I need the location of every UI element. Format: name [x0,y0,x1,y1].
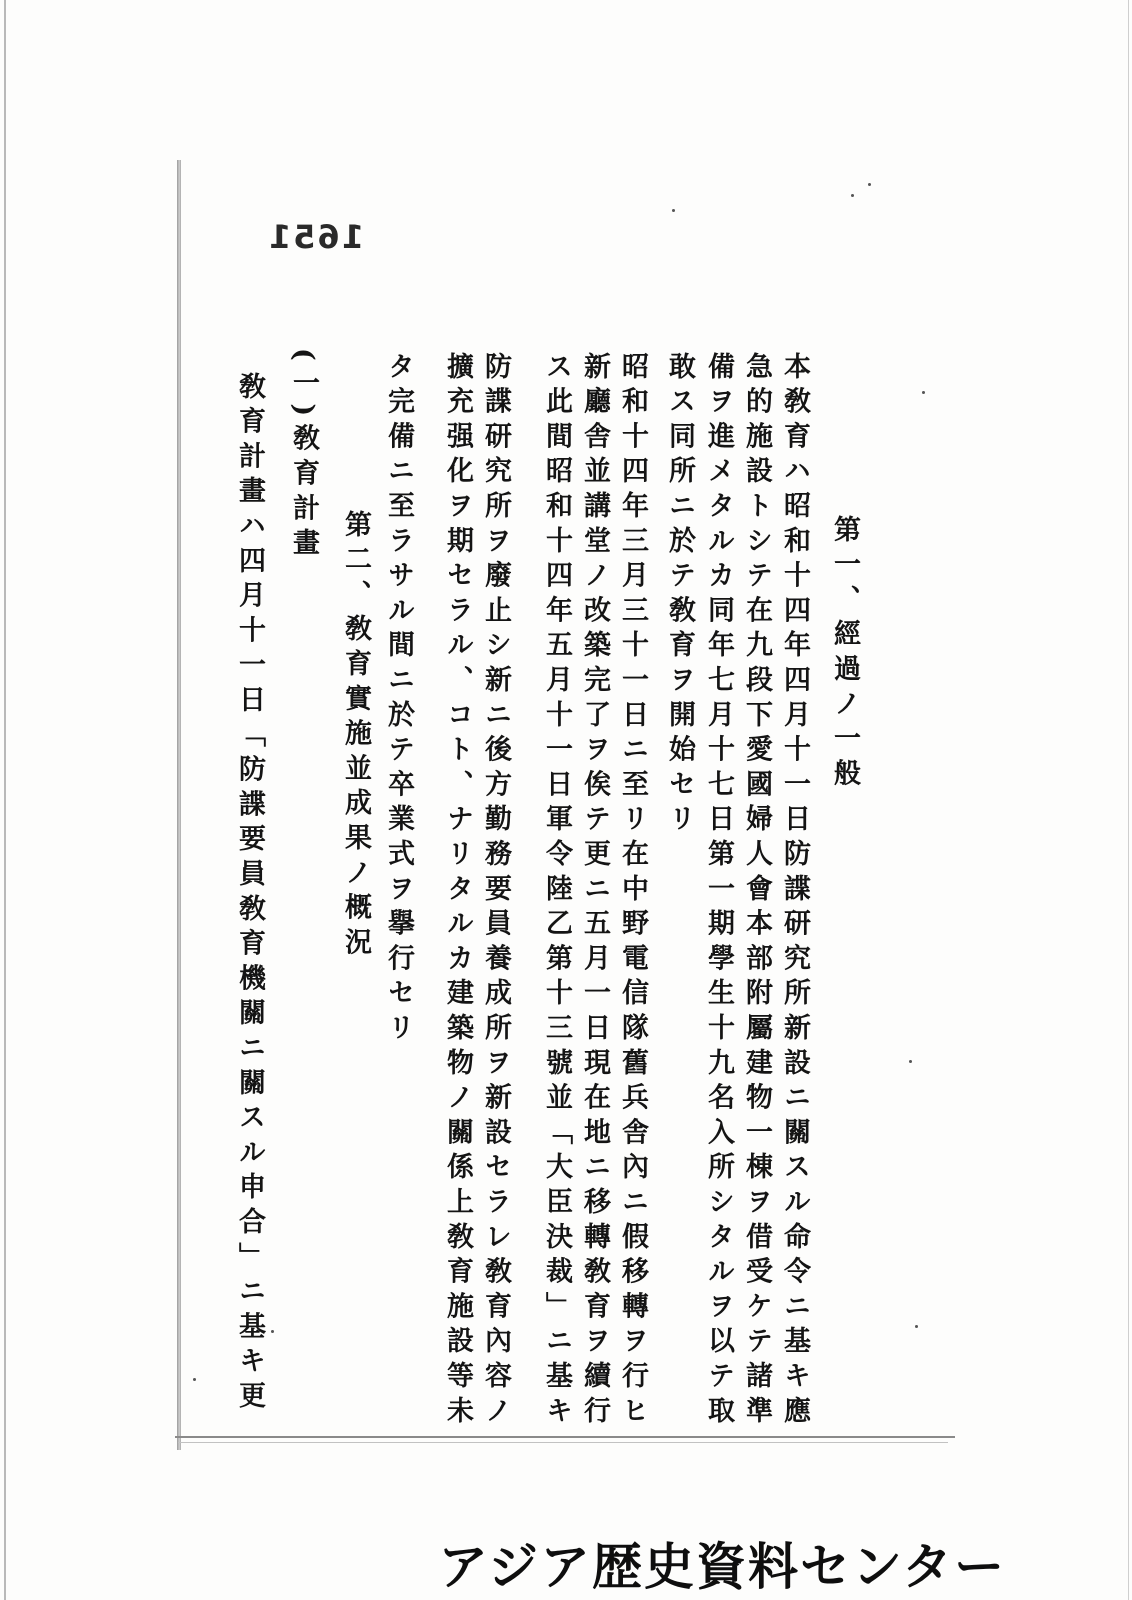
heading-section-2: 第二、敎育實施並成果ノ概況 [340,510,371,963]
binding-line [177,160,181,1450]
text-column: 本敎育ハ昭和十四年四月十一日防諜研究所新設ニ關スル命令ニ基キ應 [779,352,810,1431]
scan-speck [909,1060,912,1063]
text-column: 敎育計畫ハ四月十一日「防諜要員敎育機關ニ關スル申合」ニ基キ更 [234,372,265,1416]
text-column: 備ヲ進メタルカ同年七月十七日第一期學生十九名入所シタルヲ以テ取 [703,352,734,1431]
scan-speck [851,194,854,197]
page-number: 1651 [266,218,364,256]
scan-speck [868,183,871,186]
bottom-rule-shadow [178,1442,948,1443]
text-column: 新廳舎並講堂ノ改築完了ヲ俟テ更ニ五月一日現在地ニ移轉敎育ヲ續行 [579,352,610,1431]
text-column: 敢ス同所ニ於テ敎育ヲ開始セリ [664,352,695,840]
archive-footer: アジア歴史資料センター [438,1538,1006,1596]
page-edge-right [1128,0,1129,1600]
text-column: ス此間昭和十四年五月十一日軍令陸乙第十三號並「大臣決裁」ニ基キ [541,352,572,1431]
scan-speck [271,1330,274,1333]
text-column: 防諜研究所ヲ廢止シ新ニ後方勤務要員養成所ヲ新設セラレ敎育內容ノ [480,352,511,1431]
scan-speck [193,1378,196,1381]
bottom-rule [175,1436,955,1438]
scan-speck [672,209,675,212]
subheading-education-plan: (一)敎育計畫 [288,348,319,564]
text-column: タ完備ニ至ラサル間ニ於テ卒業式ヲ擧行セリ [383,352,414,1048]
scan-speck [915,1325,918,1328]
heading-section-1: 第一、經過ノ一般 [829,515,860,794]
text-column: 擴充强化ヲ期セラル、コト、ナリタルカ建築物ノ關係上敎育施設等未 [442,352,473,1431]
scan-speck [922,391,925,394]
page-edge-left [4,0,6,1600]
text-column: 急的施設トシテ在九段下愛國婦人會本部附屬建物一棟ヲ借受ケテ諸準 [741,352,772,1431]
text-column: 昭和十四年三月三十一日ニ至リ在中野電信隊舊兵舎內ニ假移轉ヲ行ヒ [617,352,648,1431]
